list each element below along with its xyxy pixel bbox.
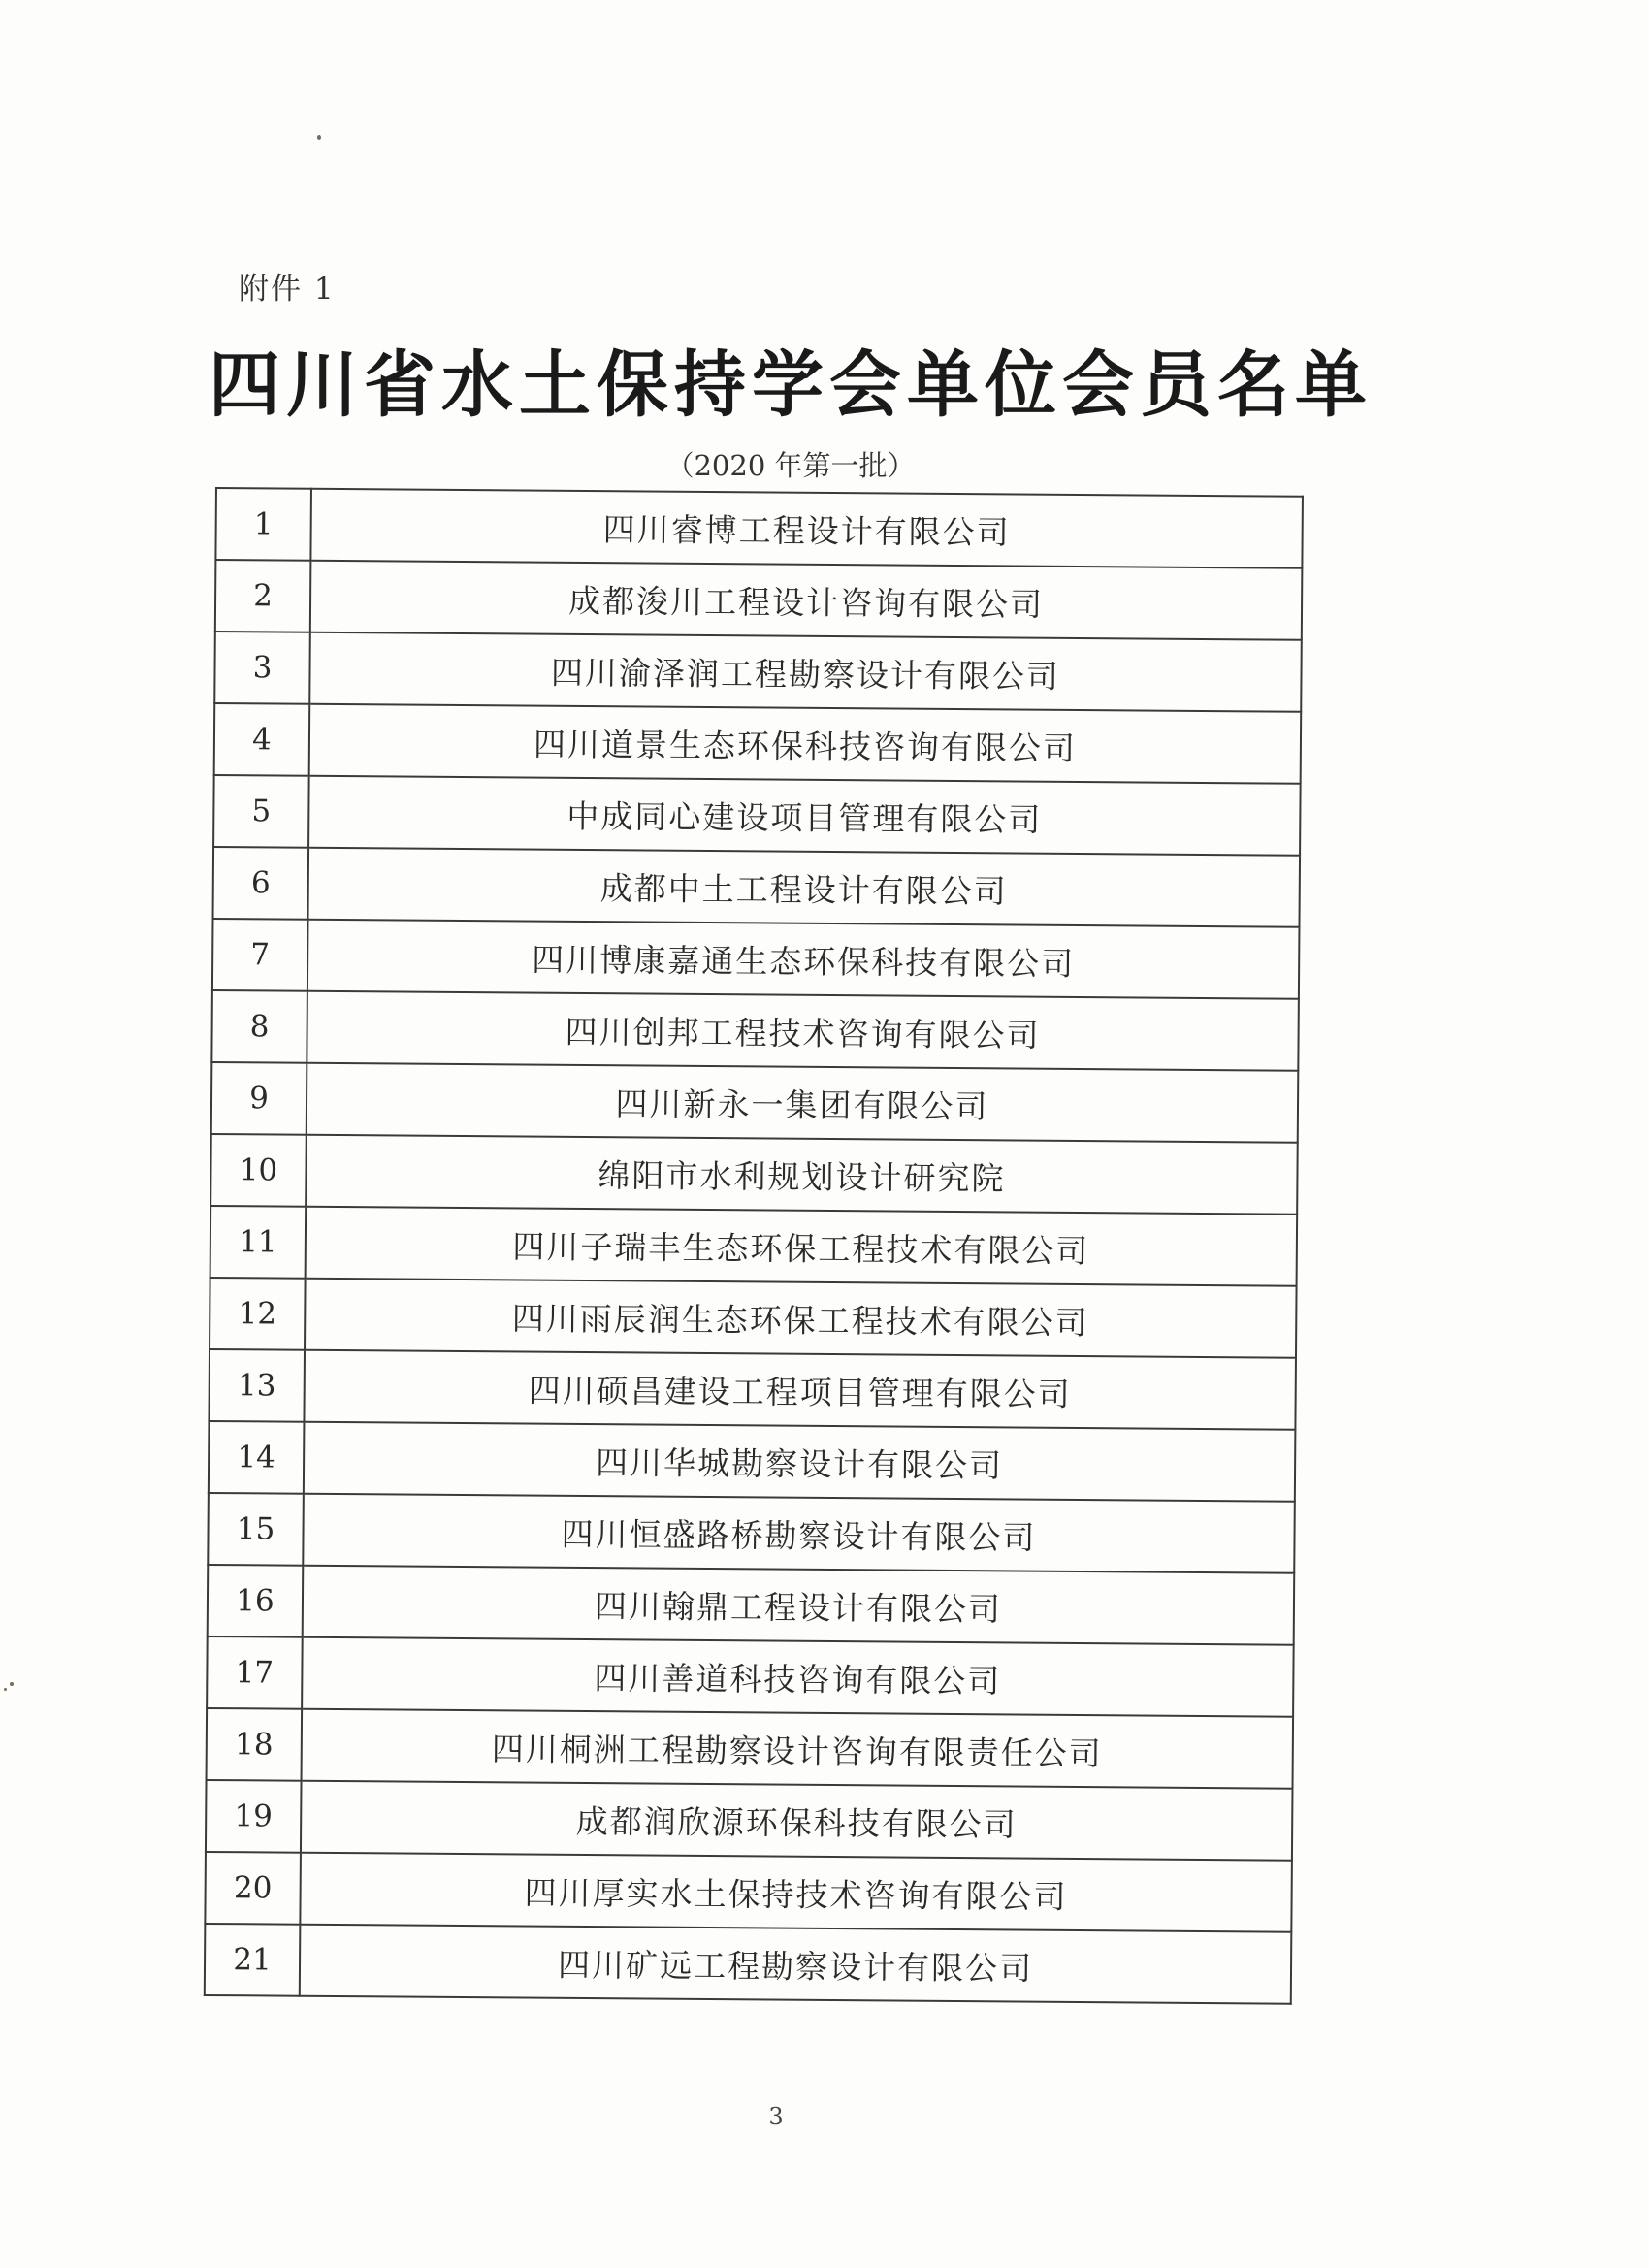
member-table-body (205, 488, 1303, 2004)
member-name: 四川雨辰润生态环保工程技术有限公司 (305, 1279, 1297, 1358)
page-number: 3 (768, 2103, 784, 2130)
row-number: 7 (212, 919, 308, 991)
row-number: 15 (208, 1493, 304, 1566)
table-row (213, 775, 1301, 856)
member-name: 成都中土工程设计有限公司 (308, 848, 1301, 927)
row-number: 12 (210, 1278, 306, 1350)
table-row (214, 703, 1302, 784)
member-name: 四川桐洲工程勘察设计咨询有限责任公司 (302, 1709, 1294, 1789)
table-row (211, 1062, 1299, 1143)
row-number: 16 (208, 1565, 304, 1637)
member-name: 四川博康嘉通生态环保科技有限公司 (307, 920, 1300, 999)
table-row (207, 1636, 1294, 1717)
table-row (207, 1708, 1294, 1789)
row-number: 19 (206, 1780, 302, 1853)
row-number: 10 (210, 1134, 307, 1207)
document-title: 四川省水土保持学会单位会员名单 (209, 343, 1373, 427)
scan-speck (317, 135, 321, 140)
member-table (204, 487, 1304, 2005)
table-row (210, 1206, 1298, 1286)
row-number: 3 (214, 632, 310, 704)
table-row (208, 1493, 1295, 1573)
table-row (210, 1278, 1297, 1358)
row-number: 5 (213, 775, 309, 848)
table-row (215, 488, 1303, 568)
row-number: 8 (211, 990, 307, 1063)
row-number: 18 (207, 1708, 303, 1781)
member-name: 四川睿博工程设计有限公司 (310, 489, 1303, 568)
table-row (209, 1421, 1296, 1502)
table-row (210, 1134, 1298, 1215)
table-row (214, 632, 1302, 712)
member-name: 四川硕昌建设工程项目管理有限公司 (304, 1350, 1296, 1430)
member-name: 成都润欣源环保科技有限公司 (301, 1781, 1293, 1861)
member-name: 四川渝泽润工程勘察设计有限公司 (309, 632, 1302, 712)
row-number: 6 (213, 847, 309, 920)
scan-speck (10, 1682, 14, 1686)
attachment-label: 附件 1 (239, 272, 336, 307)
member-name: 四川恒盛路桥勘察设计有限公司 (303, 1494, 1295, 1573)
row-number: 1 (215, 488, 311, 561)
member-name: 成都浚川工程设计咨询有限公司 (310, 561, 1303, 640)
member-name: 四川华城勘察设计有限公司 (304, 1422, 1296, 1502)
table-row (212, 919, 1300, 999)
member-name: 四川道景生态环保科技咨询有限公司 (309, 704, 1302, 784)
row-number: 13 (209, 1349, 305, 1422)
member-name: 四川创邦工程技术咨询有限公司 (307, 991, 1299, 1071)
row-number: 9 (211, 1062, 307, 1135)
member-name: 四川善道科技咨询有限公司 (302, 1637, 1294, 1717)
row-number: 21 (205, 1924, 301, 1996)
table-row (208, 1565, 1295, 1645)
member-name: 四川子瑞丰生态环保工程技术有限公司 (306, 1207, 1298, 1286)
document-subtitle: （2020 年第一批） (665, 449, 916, 482)
row-number: 4 (214, 703, 310, 776)
member-name: 四川厚实水土保持技术咨询有限公司 (300, 1853, 1292, 1932)
row-number: 11 (210, 1206, 307, 1279)
row-number: 2 (215, 560, 311, 632)
table-row (205, 1852, 1292, 1932)
member-name: 四川翰鼎工程设计有限公司 (303, 1566, 1295, 1645)
table-row (215, 560, 1303, 640)
member-name: 绵阳市水利规划设计研究院 (306, 1135, 1298, 1215)
row-number: 14 (209, 1421, 305, 1494)
member-name: 四川矿远工程勘察设计有限公司 (300, 1925, 1292, 2004)
table-row (209, 1349, 1296, 1430)
scan-speck (4, 1688, 7, 1691)
member-name: 四川新永一集团有限公司 (307, 1063, 1299, 1143)
member-name: 中成同心建设项目管理有限公司 (308, 776, 1301, 856)
table-row (213, 847, 1301, 927)
table-row (211, 990, 1299, 1071)
row-number: 20 (205, 1852, 301, 1925)
table-row (205, 1924, 1292, 2004)
table-row (206, 1780, 1293, 1861)
row-number: 17 (207, 1636, 303, 1709)
